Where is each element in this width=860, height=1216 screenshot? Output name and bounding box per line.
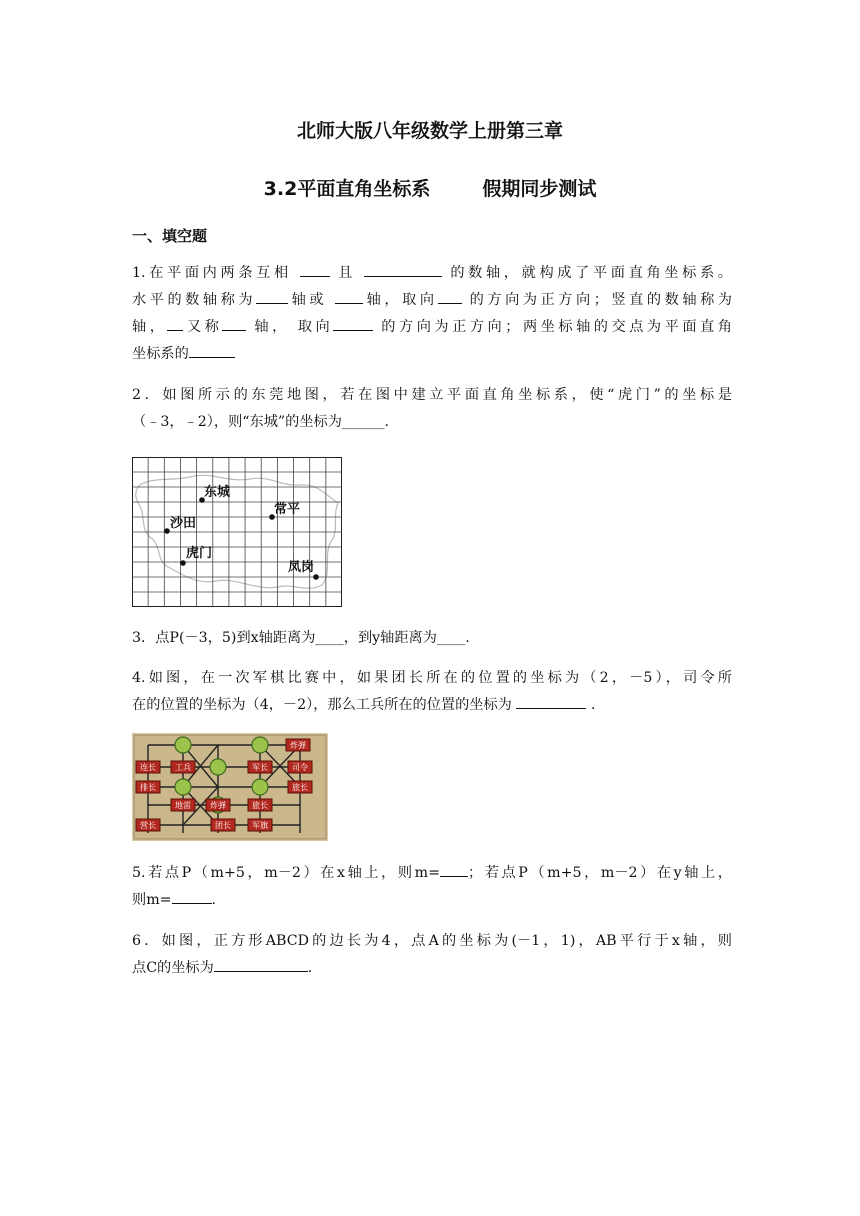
camp-circle	[210, 759, 226, 775]
map-label-fenggang: 凤岗	[288, 560, 315, 575]
q6-line-2: 点C的坐标为 .	[132, 955, 732, 982]
camp-circle	[252, 779, 268, 795]
svg-text:团长: 团长	[215, 821, 231, 830]
map-label-dongcheng: 东城	[204, 485, 231, 500]
q5-blank-1[interactable]	[440, 861, 468, 877]
dongguan-grid-map	[132, 457, 342, 607]
q3-blank-x[interactable]: ____	[315, 630, 344, 646]
q1-line-4: 坐标系的	[132, 341, 732, 368]
map-point-shatian	[164, 528, 170, 534]
q1-line-2: 水平的数轴称为 轴或 轴，取向 的方向为正方向；竖直的数轴称为	[132, 287, 732, 314]
q5-line-2: 则m= .	[132, 887, 732, 914]
map-label-shatian: 沙田	[170, 516, 197, 531]
chess-piece	[248, 819, 272, 831]
section-heading-fill-in: 一、填空题	[132, 227, 208, 245]
chess-piece	[286, 739, 310, 751]
svg-text:工兵: 工兵	[175, 763, 191, 772]
question-3	[132, 625, 732, 652]
chess-piece	[136, 819, 160, 831]
chess-piece	[171, 799, 195, 811]
chess-piece	[248, 799, 272, 811]
army-chess-board	[132, 733, 328, 841]
map-label-humen: 虎门	[186, 546, 213, 561]
q2-line-2: （﹣3，﹣2），则“东城”的坐标为______.	[132, 414, 389, 430]
camp-circle	[252, 737, 268, 753]
q5-blank-2[interactable]	[172, 888, 212, 904]
q1-blank-9[interactable]	[189, 342, 235, 358]
chess-piece	[288, 781, 312, 793]
chess-piece	[136, 761, 160, 773]
q4-line-2: 在的位置的坐标为（4，－2），那么工兵所在的位置的坐标为 .	[132, 692, 732, 719]
chess-piece-regiment	[211, 819, 235, 831]
map-point-humen	[180, 560, 186, 566]
q1-blank-6[interactable]	[167, 315, 183, 331]
q4-line-1: 4.如图，在一次军棋比赛中，如果团长所在的位置的坐标为（2，－5），司令所	[132, 670, 732, 686]
svg-text:营长: 营长	[140, 821, 156, 830]
chess-piece	[136, 781, 160, 793]
svg-text:司令: 司令	[292, 763, 308, 772]
doc-subtitle	[0, 174, 860, 201]
chess-piece-engineer	[171, 761, 195, 773]
svg-text:军旗: 军旗	[252, 821, 268, 830]
chess-piece-commander	[288, 761, 312, 773]
map-point-fenggang	[313, 574, 319, 580]
q1-blank-7[interactable]	[222, 315, 246, 331]
q1-line-1: 1.在平面内两条互相 且 的数轴，就构成了平面直角坐标系。	[132, 260, 732, 287]
question-5	[132, 860, 732, 914]
q6-line-1: 6．如图，正方形ABCD的边长为4，点A的坐标为(－1，1)，AB平行于x轴，则	[132, 933, 732, 949]
q2-blank[interactable]: ______.	[341, 414, 389, 430]
q5-line-1: 5.若点P（m+5，m－2）在x轴上，则m= ；若点P（m+5，m－2）在y轴上，	[132, 860, 732, 887]
q1-blank-2[interactable]	[364, 261, 442, 277]
subtitle-section: 3.2平面直角坐标系	[263, 178, 431, 200]
svg-text:炸弹: 炸弹	[210, 801, 226, 810]
svg-text:炸弹: 炸弹	[290, 741, 306, 750]
map-label-changping: 常平	[274, 502, 301, 517]
q2-line-1: 2．如图所示的东莞地图，若在图中建立平面直角坐标系，使“虎门”的坐标是	[132, 387, 732, 403]
svg-text:旅长: 旅长	[292, 783, 308, 792]
svg-text:旅长: 旅长	[252, 801, 268, 810]
svg-text:地雷: 地雷	[175, 801, 191, 810]
question-6	[132, 928, 732, 982]
question-4	[132, 665, 732, 719]
q1-line-3: 轴， 又称 轴， 取向 的方向为正方向；两坐标轴的交点为平面直角	[132, 314, 732, 341]
q1-blank-8[interactable]	[333, 315, 373, 331]
q1-blank-5[interactable]	[438, 288, 462, 304]
q3-line-1: 3．点P(－3，5)到x轴距离为____，到y轴距离为____.	[132, 630, 470, 646]
camp-circle	[175, 779, 191, 795]
q1-blank-1[interactable]	[300, 261, 330, 277]
q3-blank-y[interactable]: ____	[436, 630, 466, 646]
svg-text:排长: 排长	[140, 783, 156, 792]
chess-piece	[206, 799, 230, 811]
camp-circle	[175, 737, 191, 753]
q6-blank[interactable]	[214, 956, 308, 972]
subtitle-test: 假期同步测试	[482, 178, 597, 200]
chess-piece	[248, 761, 272, 773]
q4-blank[interactable]	[516, 693, 586, 709]
q1-blank-3[interactable]	[256, 288, 288, 304]
q1-blank-4[interactable]	[335, 288, 363, 304]
svg-text:军长: 军长	[252, 763, 268, 772]
question-2	[132, 382, 732, 436]
doc-title: 北师大版八年级数学上册第三章	[296, 120, 563, 142]
svg-text:连长: 连长	[140, 763, 156, 772]
question-1	[132, 260, 732, 368]
